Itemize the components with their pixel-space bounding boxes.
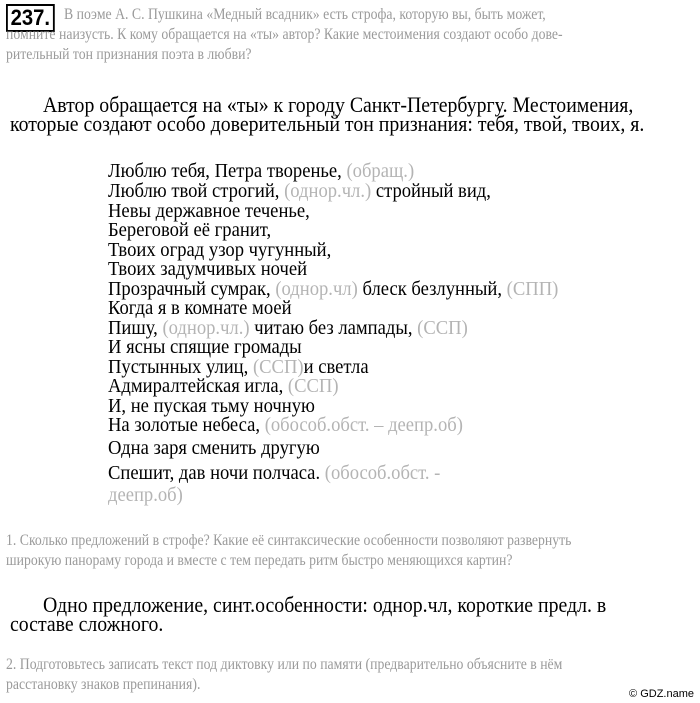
- syntax-note: (обособ.обст. – деепр.об): [264, 414, 463, 436]
- question-1-line: широкую панораму города и вместе с тем передать ритм быстро меняющихся картин?: [6, 552, 513, 569]
- syntax-note: (ССП): [417, 317, 468, 339]
- syntax-note: (однор.чл.): [162, 317, 250, 339]
- answer-2-line: составе сложного.: [10, 611, 164, 636]
- poem-text: Твоих задумчивых ночей: [108, 258, 308, 280]
- poem-text: Люблю твой строгий,: [108, 180, 285, 202]
- poem-text: Невы державное теченье,: [108, 200, 310, 222]
- poem-text: Когда я в комнате моей: [108, 297, 292, 319]
- poem-text: Пустынных улиц,: [108, 356, 253, 378]
- poem-line: [108, 484, 183, 507]
- poem-text: Прозрачный сумрак,: [108, 278, 276, 300]
- answer-line: Автор обращается на «ты» к городу Санкт-Петербургу. Местоимения,: [43, 92, 634, 117]
- poem-text: Адмиралтейская игла,: [108, 375, 288, 397]
- syntax-note: (обособ.обст. -: [324, 462, 441, 484]
- poem-text: блеск безлунный,: [357, 278, 507, 300]
- syntax-note: (ССП): [252, 356, 304, 378]
- poem-text: И, не пуская тьму ночную: [108, 395, 315, 417]
- poem-text: Спешит, дав ночи полчаса.: [108, 462, 325, 484]
- poem-text: стройный вид,: [371, 180, 491, 202]
- syntax-note: (однор.чл.): [284, 180, 372, 202]
- poem-text: Пишу,: [108, 317, 163, 339]
- copyright: © GDZ.name: [629, 688, 694, 700]
- poem-text: Береговой её гранит,: [108, 219, 272, 241]
- question-2-line: расстановку знаков препинания).: [6, 676, 201, 693]
- poem-text: Одна заря сменить другую: [108, 437, 320, 459]
- syntax-note: деепр.об): [108, 484, 183, 506]
- exercise-number: 237.: [6, 4, 55, 32]
- syntax-note: (обращ.): [346, 160, 415, 182]
- syntax-note: (ССП): [287, 375, 339, 397]
- poem-line: [108, 462, 440, 485]
- syntax-note: (СПП): [506, 278, 559, 300]
- answer-line: которые создают особо доверительный тон признания: тебя, твой, твоих, я.: [10, 111, 645, 136]
- poem-line: [108, 414, 463, 437]
- poem-text: Твоих оград узор чугунный,: [108, 239, 332, 261]
- task-text-line: В поэме А. С. Пушкина «Медный всадник» есть строфа, которую вы, быть может,: [64, 6, 546, 23]
- poem-text: читаю без лампады,: [249, 317, 418, 339]
- poem-line: [108, 437, 320, 460]
- poem-text: и светла: [303, 356, 369, 378]
- question-1-line: 1. Сколько предложений в строфе? Какие её синтаксические особенности позволяют развернуть: [6, 532, 572, 549]
- poem-text: Люблю тебя, Петра творенье,: [108, 160, 347, 182]
- question-2-line: 2. Подготовьтесь записать текст под диктовку или по памяти (предварительно объясните в нём: [6, 656, 563, 673]
- syntax-note: (однор.чл): [275, 278, 358, 300]
- poem-text: И ясны спящие громады: [108, 336, 302, 358]
- task-text-line: рительный тон признания поэта в любви?: [6, 46, 252, 63]
- answer-2-line: Одно предложение, синт.особенности: однор.чл, короткие предл. в: [43, 592, 607, 617]
- poem-text: На золотые небеса,: [108, 414, 265, 436]
- task-text-line: помните наизусть. К кому обращается на «ты» автор? Какие местоимения создают особо дове-: [6, 26, 563, 43]
